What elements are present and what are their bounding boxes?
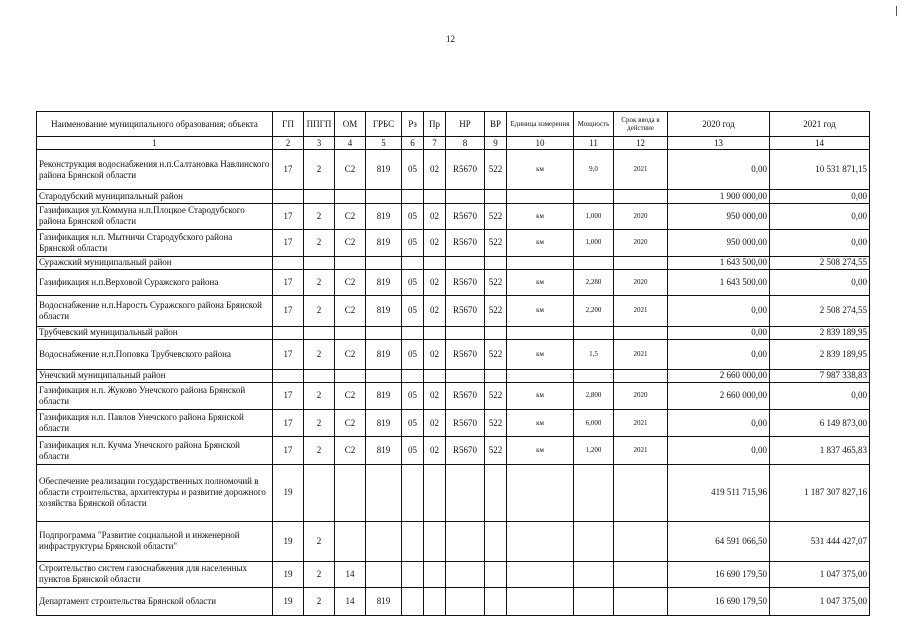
index-cell: 4	[335, 137, 366, 150]
rz-cell	[402, 465, 424, 522]
om-cell: С2	[335, 150, 366, 190]
amount-2020-cell: 0,00	[668, 150, 770, 190]
term-cell	[614, 326, 668, 339]
amount-2020-cell: 0,00	[668, 409, 770, 437]
object-name-cell: Строительство систем газоснабжения для населенных пунктов Брянской области	[37, 561, 273, 588]
term-cell: 2020	[614, 203, 668, 230]
om-cell	[335, 256, 366, 269]
amount-2020-cell: 1 643 500,00	[668, 256, 770, 269]
amount-2021-cell: 0,00	[770, 383, 870, 410]
object-name-cell: Газификация н.п. Павлов Унечского района Брянской области	[37, 409, 273, 437]
pr-cell: 02	[424, 383, 446, 410]
term-cell	[614, 521, 668, 561]
term-cell: 2021	[614, 150, 668, 190]
unit-cell: км	[507, 295, 574, 326]
om-cell: 14	[335, 588, 366, 616]
page-number: 12	[446, 34, 455, 44]
index-cell: 2	[273, 137, 304, 150]
rz-cell: 05	[402, 339, 424, 369]
vr-cell	[485, 369, 507, 382]
pr-cell	[424, 588, 446, 616]
grbs-cell	[366, 190, 402, 203]
index-cell: 8	[446, 137, 485, 150]
table-row	[37, 295, 870, 326]
table-row	[37, 409, 870, 437]
amount-2020-cell: 2 660 000,00	[668, 369, 770, 382]
amount-2020-cell: 950 000,00	[668, 230, 770, 257]
amount-2021-cell: 10 531 871,15	[770, 150, 870, 190]
nr-cell: R5670	[446, 203, 485, 230]
vr-cell: 522	[485, 270, 507, 296]
pr-cell: 02	[424, 203, 446, 230]
om-cell: С2	[335, 409, 366, 437]
om-cell	[335, 521, 366, 561]
object-name-cell: Унечский муниципальный район	[37, 369, 273, 382]
header-om: ОМ	[335, 112, 366, 137]
power-cell	[574, 369, 614, 382]
grbs-cell	[366, 521, 402, 561]
ppgp-cell: 2	[304, 383, 335, 410]
object-name-cell: Газификация н.п.Верховой Суражского района	[37, 270, 273, 296]
ppgp-cell: 2	[304, 339, 335, 369]
table-row	[37, 150, 870, 190]
gp-cell: 17	[273, 339, 304, 369]
header-grbs: ГРБС	[366, 112, 402, 137]
power-cell: 1,200	[574, 437, 614, 465]
header-gp: ГП	[273, 112, 304, 137]
pr-cell: 02	[424, 295, 446, 326]
nr-cell	[446, 521, 485, 561]
amount-2021-cell: 2 839 189,95	[770, 339, 870, 369]
unit-cell: км	[507, 383, 574, 410]
power-cell: 6,000	[574, 409, 614, 437]
nr-cell: R5670	[446, 270, 485, 296]
grbs-cell: 819	[366, 150, 402, 190]
nr-cell: R5670	[446, 295, 485, 326]
om-cell	[335, 369, 366, 382]
unit-cell	[507, 256, 574, 269]
amount-2020-cell: 0,00	[668, 295, 770, 326]
pr-cell	[424, 521, 446, 561]
unit-cell	[507, 190, 574, 203]
amount-2020-cell: 0,00	[668, 339, 770, 369]
table-row	[37, 256, 870, 269]
ppgp-cell	[304, 256, 335, 269]
rz-cell: 05	[402, 150, 424, 190]
index-cell: 6	[402, 137, 424, 150]
amount-2020-cell: 419 511 715,96	[668, 465, 770, 522]
budget-table	[36, 111, 870, 616]
ppgp-cell: 2	[304, 270, 335, 296]
term-cell: 2021	[614, 409, 668, 437]
nr-cell	[446, 561, 485, 588]
object-name-cell: Департамент строительства Брянской области	[37, 588, 273, 616]
unit-cell	[507, 521, 574, 561]
amount-2020-cell: 0,00	[668, 437, 770, 465]
gp-cell: 19	[273, 588, 304, 616]
gp-cell: 17	[273, 270, 304, 296]
grbs-cell: 819	[366, 409, 402, 437]
amount-2021-cell: 1 047 375,00	[770, 561, 870, 588]
vr-cell	[485, 465, 507, 522]
header-term: Срок ввода в действие	[614, 112, 668, 137]
rz-cell	[402, 326, 424, 339]
term-cell	[614, 561, 668, 588]
object-name-cell: Реконструкция водоснабжения н.п.Салтановка Навлинского района Брянской области	[37, 150, 273, 190]
om-cell: 14	[335, 561, 366, 588]
power-cell: 1,000	[574, 203, 614, 230]
header-power: Мощность	[574, 112, 614, 137]
header-2021: 2021 год	[770, 112, 870, 137]
unit-cell	[507, 369, 574, 382]
column-index-row	[37, 137, 870, 150]
amount-2021-cell: 531 444 427,07	[770, 521, 870, 561]
vr-cell	[485, 521, 507, 561]
gp-cell: 17	[273, 409, 304, 437]
table-row	[37, 465, 870, 522]
amount-2020-cell: 1 900 000,00	[668, 190, 770, 203]
pr-cell: 02	[424, 409, 446, 437]
rz-cell	[402, 588, 424, 616]
vr-cell: 522	[485, 437, 507, 465]
index-cell: 10	[507, 137, 574, 150]
nr-cell	[446, 369, 485, 382]
unit-cell: км	[507, 230, 574, 257]
vr-cell	[485, 561, 507, 588]
nr-cell	[446, 190, 485, 203]
term-cell: 2021	[614, 339, 668, 369]
nr-cell: R5670	[446, 383, 485, 410]
amount-2021-cell: 2 508 274,55	[770, 256, 870, 269]
table-row	[37, 326, 870, 339]
object-name-cell: Водоснабжение н.п.Нарость Суражского района Брянской области	[37, 295, 273, 326]
table-row	[37, 203, 870, 230]
nr-cell: R5670	[446, 339, 485, 369]
grbs-cell	[366, 369, 402, 382]
header-pr: Пр	[424, 112, 446, 137]
om-cell: С2	[335, 230, 366, 257]
object-name-cell: Стародубский муниципальный район	[37, 190, 273, 203]
vr-cell: 522	[485, 383, 507, 410]
grbs-cell	[366, 256, 402, 269]
index-cell: 11	[574, 137, 614, 150]
unit-cell: км	[507, 409, 574, 437]
grbs-cell: 819	[366, 383, 402, 410]
power-cell: 2,200	[574, 295, 614, 326]
amount-2021-cell: 1 047 375,00	[770, 588, 870, 616]
om-cell: С2	[335, 270, 366, 296]
vr-cell	[485, 588, 507, 616]
rz-cell: 05	[402, 383, 424, 410]
term-cell: 2020	[614, 270, 668, 296]
gp-cell: 17	[273, 230, 304, 257]
rz-cell	[402, 521, 424, 561]
scan-edge-mark	[896, 6, 897, 16]
header-ppgp: ППГП	[304, 112, 335, 137]
rz-cell: 05	[402, 270, 424, 296]
pr-cell: 02	[424, 230, 446, 257]
gp-cell: 19	[273, 465, 304, 522]
gp-cell: 19	[273, 561, 304, 588]
ppgp-cell: 2	[304, 203, 335, 230]
unit-cell: км	[507, 437, 574, 465]
table-row	[37, 230, 870, 257]
ppgp-cell: 2	[304, 521, 335, 561]
index-cell: 5	[366, 137, 402, 150]
ppgp-cell	[304, 326, 335, 339]
vr-cell	[485, 190, 507, 203]
term-cell	[614, 190, 668, 203]
om-cell: С2	[335, 203, 366, 230]
nr-cell: R5670	[446, 230, 485, 257]
pr-cell: 02	[424, 339, 446, 369]
gp-cell: 17	[273, 150, 304, 190]
unit-cell: км	[507, 203, 574, 230]
amount-2020-cell: 64 591 066,50	[668, 521, 770, 561]
amount-2020-cell: 950 000,00	[668, 203, 770, 230]
term-cell: 2020	[614, 383, 668, 410]
header-2020: 2020 год	[668, 112, 770, 137]
table-row	[37, 369, 870, 382]
pr-cell: 02	[424, 437, 446, 465]
power-cell: 2,800	[574, 383, 614, 410]
om-cell	[335, 465, 366, 522]
term-cell	[614, 369, 668, 382]
om-cell: С2	[335, 339, 366, 369]
object-name-cell: Газификация н.п. Жуково Унечского района Брянской области	[37, 383, 273, 410]
gp-cell	[273, 326, 304, 339]
object-name-cell: Газификация н.п. Кучма Унечского района Брянской области	[37, 437, 273, 465]
vr-cell: 522	[485, 150, 507, 190]
nr-cell: R5670	[446, 150, 485, 190]
om-cell	[335, 190, 366, 203]
grbs-cell	[366, 326, 402, 339]
nr-cell	[446, 465, 485, 522]
nr-cell	[446, 588, 485, 616]
gp-cell	[273, 369, 304, 382]
vr-cell	[485, 326, 507, 339]
table-row	[37, 339, 870, 369]
vr-cell: 522	[485, 409, 507, 437]
header-nr: НР	[446, 112, 485, 137]
rz-cell: 05	[402, 230, 424, 257]
power-cell	[574, 326, 614, 339]
ppgp-cell: 2	[304, 295, 335, 326]
header-name: Наименование муниципального образования; объекта	[37, 112, 273, 137]
amount-2021-cell: 1 837 465,83	[770, 437, 870, 465]
unit-cell	[507, 326, 574, 339]
amount-2021-cell: 1 187 307 827,16	[770, 465, 870, 522]
unit-cell: км	[507, 339, 574, 369]
object-name-cell: Водоснабжение н.п.Поповка Трубчевского района	[37, 339, 273, 369]
power-cell	[574, 561, 614, 588]
rz-cell	[402, 190, 424, 203]
gp-cell	[273, 256, 304, 269]
object-name-cell: Обеспечение реализации государственных полномочий в области строительства, архитектуры и развитие дорожного хозяйства Брянской области	[37, 465, 273, 522]
object-name-cell: Газификация н.п. Мытничи Стародубского района Брянской области	[37, 230, 273, 257]
power-cell: 1,5	[574, 339, 614, 369]
power-cell	[574, 521, 614, 561]
nr-cell: R5670	[446, 409, 485, 437]
ppgp-cell: 2	[304, 437, 335, 465]
pr-cell	[424, 256, 446, 269]
ppgp-cell: 2	[304, 588, 335, 616]
amount-2020-cell: 2 660 000,00	[668, 383, 770, 410]
object-name-cell: Газификация ул.Коммуна н.п.Плоцкое Стародубского района Брянской области	[37, 203, 273, 230]
grbs-cell: 819	[366, 588, 402, 616]
gp-cell: 17	[273, 295, 304, 326]
pr-cell: 02	[424, 150, 446, 190]
amount-2021-cell: 0,00	[770, 230, 870, 257]
object-name-cell: Подпрограмма "Развитие социальной и инженерной инфраструктуры Брянской области"	[37, 521, 273, 561]
pr-cell	[424, 369, 446, 382]
term-cell: 2021	[614, 437, 668, 465]
table-row	[37, 561, 870, 588]
table-row	[37, 270, 870, 296]
table-row	[37, 190, 870, 203]
amount-2020-cell: 16 690 179,50	[668, 561, 770, 588]
grbs-cell: 819	[366, 203, 402, 230]
index-cell: 3	[304, 137, 335, 150]
grbs-cell	[366, 561, 402, 588]
ppgp-cell: 2	[304, 150, 335, 190]
table-row	[37, 383, 870, 410]
vr-cell: 522	[485, 295, 507, 326]
grbs-cell	[366, 465, 402, 522]
grbs-cell: 819	[366, 270, 402, 296]
gp-cell	[273, 190, 304, 203]
rz-cell: 05	[402, 437, 424, 465]
table-row	[37, 588, 870, 616]
vr-cell: 522	[485, 339, 507, 369]
header-rz: Рз	[402, 112, 424, 137]
nr-cell: R5670	[446, 437, 485, 465]
amount-2020-cell: 16 690 179,50	[668, 588, 770, 616]
header-vr: ВР	[485, 112, 507, 137]
grbs-cell: 819	[366, 339, 402, 369]
grbs-cell: 819	[366, 230, 402, 257]
om-cell	[335, 326, 366, 339]
gp-cell: 17	[273, 203, 304, 230]
rz-cell: 05	[402, 203, 424, 230]
term-cell: 2020	[614, 230, 668, 257]
header-row	[37, 112, 870, 137]
index-cell: 9	[485, 137, 507, 150]
power-cell	[574, 465, 614, 522]
grbs-cell: 819	[366, 295, 402, 326]
amount-2020-cell: 1 643 500,00	[668, 270, 770, 296]
power-cell: 2,280	[574, 270, 614, 296]
ppgp-cell: 2	[304, 230, 335, 257]
term-cell	[614, 588, 668, 616]
index-cell: 1	[37, 137, 273, 150]
power-cell	[574, 190, 614, 203]
amount-2021-cell: 7 987 338,83	[770, 369, 870, 382]
header-unit: Единица измерения	[507, 112, 574, 137]
om-cell: С2	[335, 437, 366, 465]
index-cell: 12	[614, 137, 668, 150]
ppgp-cell: 2	[304, 561, 335, 588]
nr-cell	[446, 256, 485, 269]
term-cell	[614, 465, 668, 522]
power-cell: 9,0	[574, 150, 614, 190]
unit-cell	[507, 465, 574, 522]
object-name-cell: Суражский муниципальный район	[37, 256, 273, 269]
om-cell: С2	[335, 295, 366, 326]
amount-2021-cell: 0,00	[770, 203, 870, 230]
rz-cell	[402, 561, 424, 588]
vr-cell: 522	[485, 230, 507, 257]
amount-2021-cell: 0,00	[770, 190, 870, 203]
pr-cell	[424, 561, 446, 588]
pr-cell	[424, 326, 446, 339]
pr-cell	[424, 190, 446, 203]
rz-cell	[402, 256, 424, 269]
pr-cell	[424, 465, 446, 522]
amount-2020-cell: 0,00	[668, 326, 770, 339]
rz-cell: 05	[402, 409, 424, 437]
term-cell: 2021	[614, 295, 668, 326]
index-cell: 13	[668, 137, 770, 150]
index-cell: 14	[770, 137, 870, 150]
table-row	[37, 437, 870, 465]
object-name-cell: Трубчевский муниципальный район	[37, 326, 273, 339]
unit-cell: км	[507, 270, 574, 296]
rz-cell: 05	[402, 295, 424, 326]
amount-2021-cell: 6 149 873,00	[770, 409, 870, 437]
pr-cell: 02	[424, 270, 446, 296]
unit-cell: км	[507, 150, 574, 190]
ppgp-cell	[304, 369, 335, 382]
table-row	[37, 521, 870, 561]
unit-cell	[507, 588, 574, 616]
unit-cell	[507, 561, 574, 588]
power-cell: 1,000	[574, 230, 614, 257]
vr-cell	[485, 256, 507, 269]
amount-2021-cell: 2 839 189,95	[770, 326, 870, 339]
power-cell	[574, 256, 614, 269]
gp-cell: 19	[273, 521, 304, 561]
amount-2021-cell: 2 508 274,55	[770, 295, 870, 326]
gp-cell: 17	[273, 383, 304, 410]
amount-2021-cell: 0,00	[770, 270, 870, 296]
ppgp-cell: 2	[304, 409, 335, 437]
grbs-cell: 819	[366, 437, 402, 465]
power-cell	[574, 588, 614, 616]
ppgp-cell	[304, 465, 335, 522]
term-cell	[614, 256, 668, 269]
nr-cell	[446, 326, 485, 339]
ppgp-cell	[304, 190, 335, 203]
gp-cell: 17	[273, 437, 304, 465]
index-cell: 7	[424, 137, 446, 150]
vr-cell: 522	[485, 203, 507, 230]
rz-cell	[402, 369, 424, 382]
om-cell: С2	[335, 383, 366, 410]
